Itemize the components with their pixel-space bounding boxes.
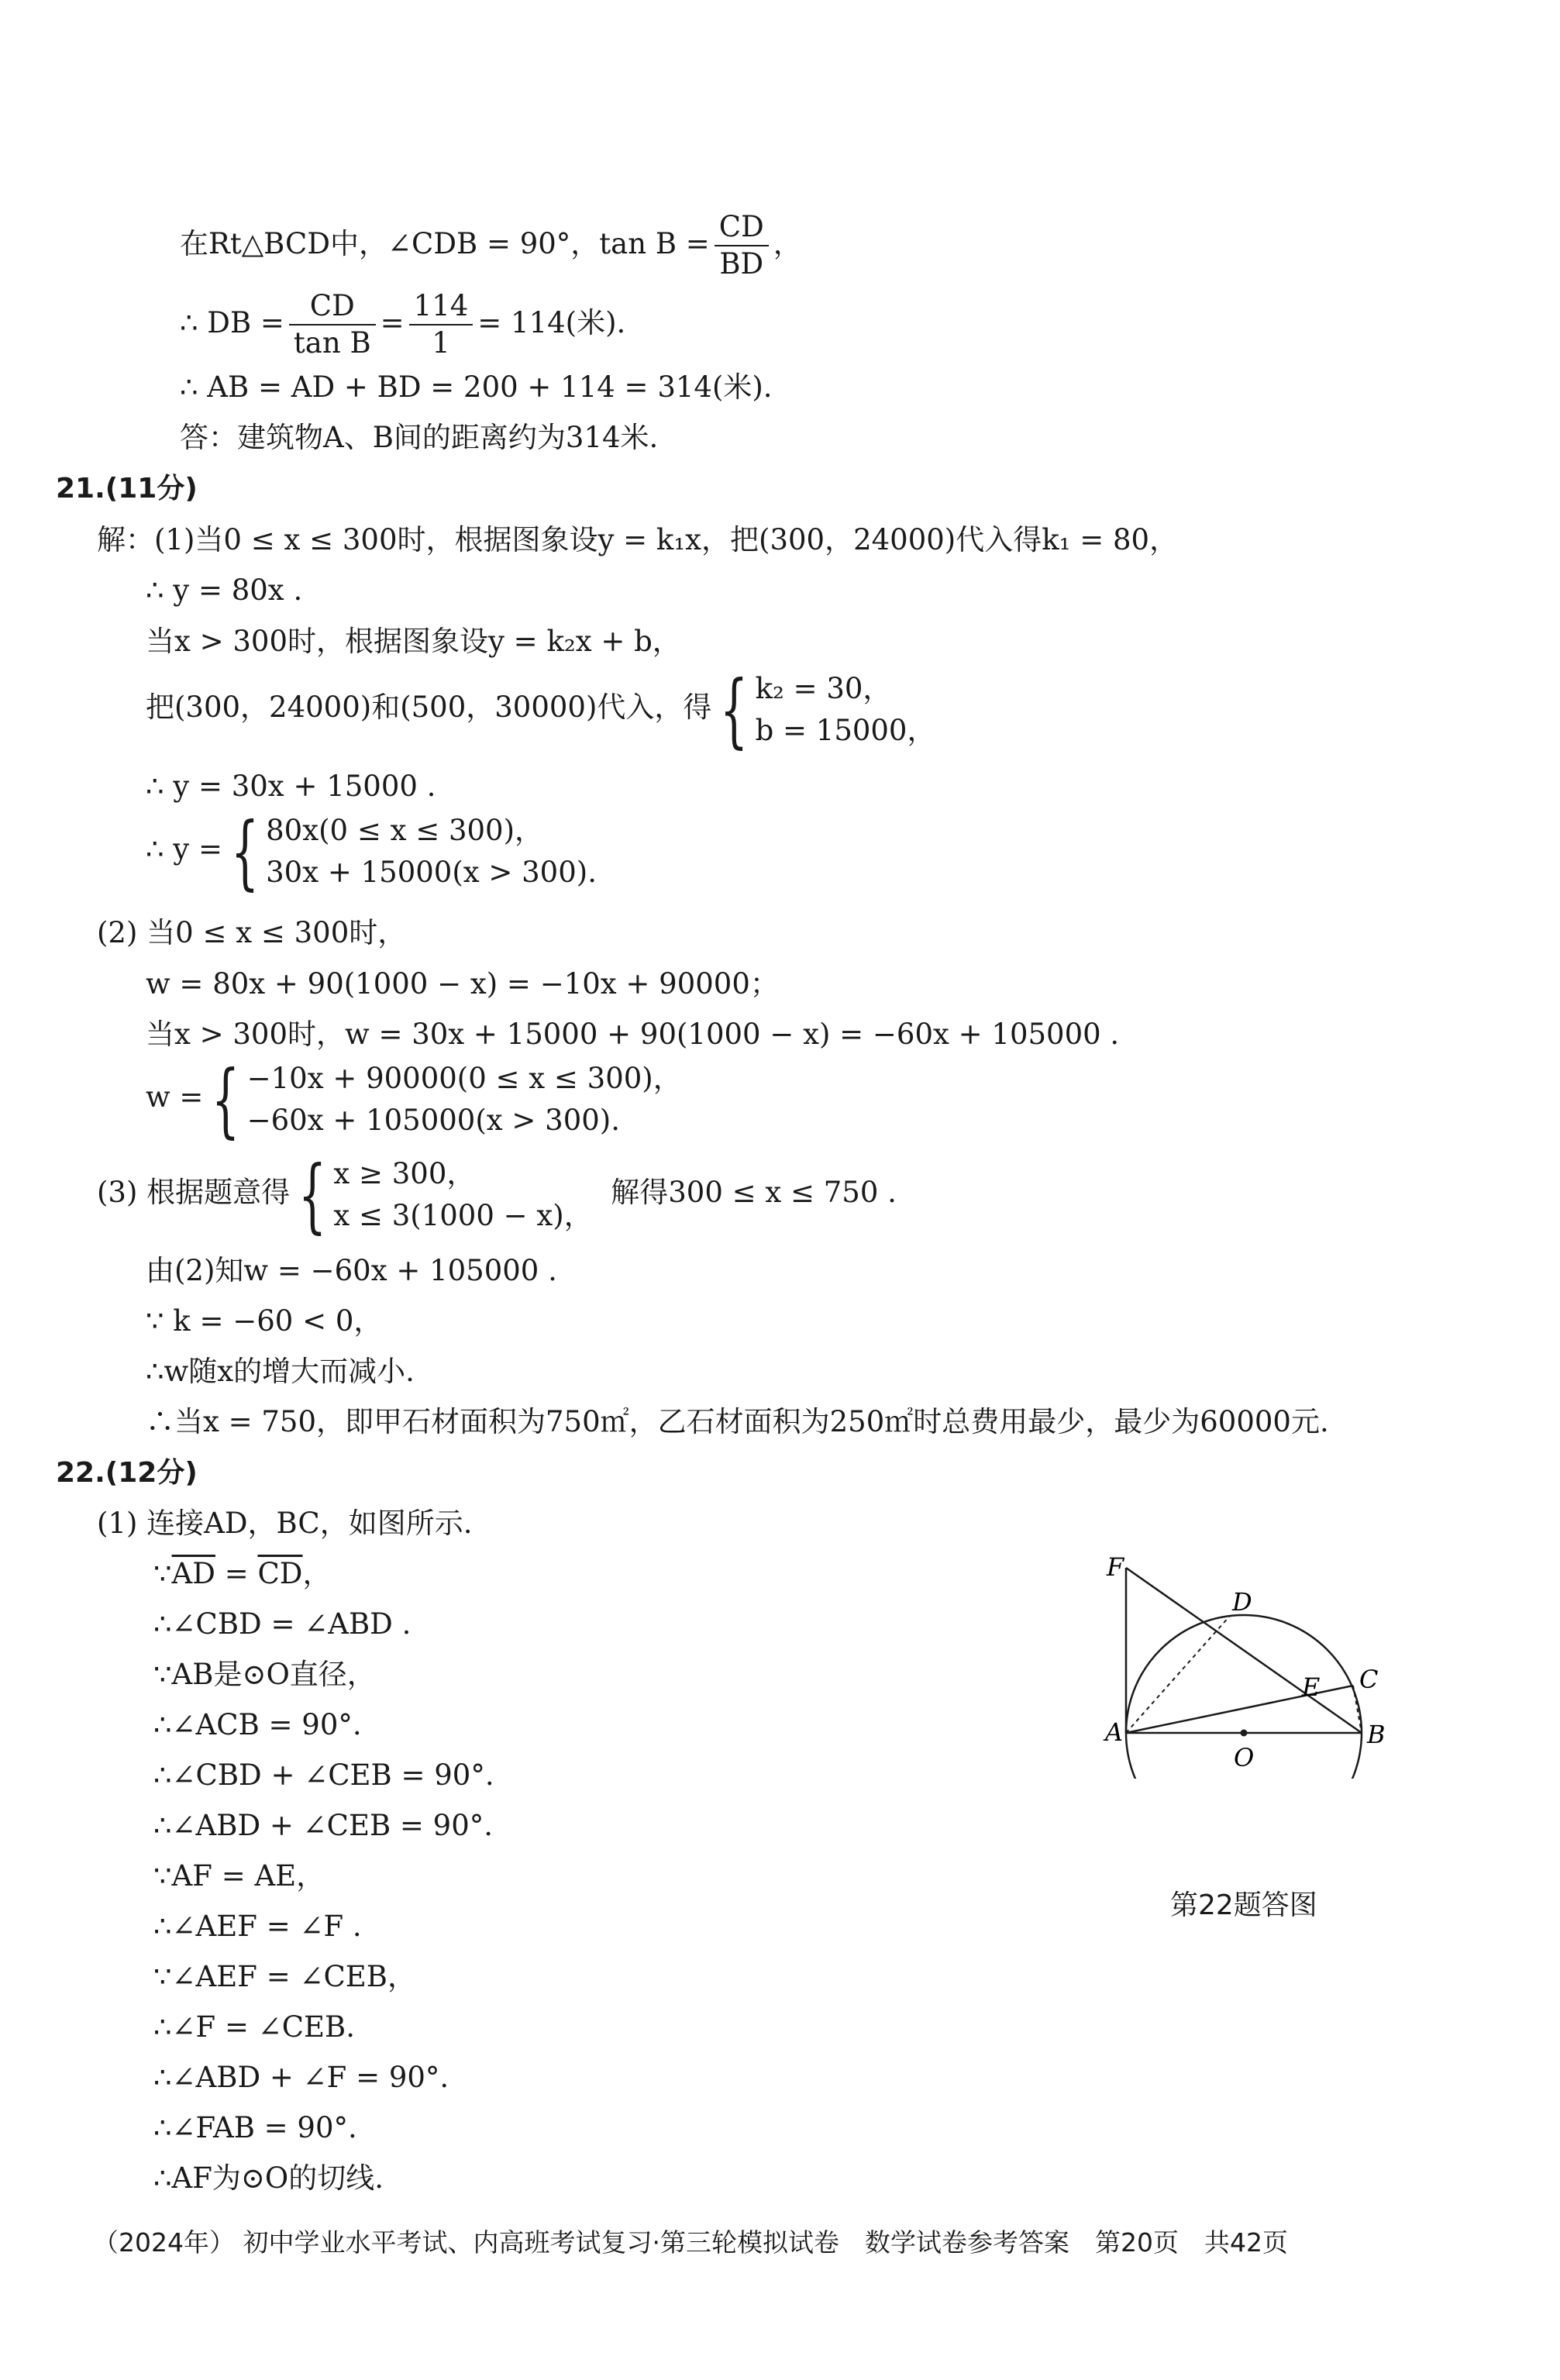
piecewise xyxy=(247,1058,682,1141)
text-line: ∴∠ABD + ∠F = 90°. xyxy=(153,2061,449,2094)
question-heading: 22.(12分) xyxy=(56,1457,198,1489)
text-line: ∴ AB = AD + BD = 200 + 114 = 314(米). xyxy=(180,370,773,404)
text-line: ∴AF为⊙O的切线. xyxy=(153,2161,384,2195)
inequality: x ≥ 300， xyxy=(333,1157,476,1190)
page-footer: （2024年） 初中学业水平考试、内高班考试复习·第三轮模拟试卷 数学试卷参考答案 第20页 共42页 xyxy=(93,2227,1288,2258)
text: 把(300，24000)和(500，30000)代入，得 xyxy=(146,691,712,725)
text: ， xyxy=(773,226,802,260)
case: 30x + 15000(x > 300). xyxy=(266,855,597,889)
text: ∴ y = xyxy=(146,832,222,866)
text-line: 由(2)知w = −60x + 105000 . xyxy=(146,1254,557,1287)
geometry-figure xyxy=(1100,1538,1434,1779)
label-f: F xyxy=(1107,1552,1124,1582)
piecewise xyxy=(266,810,597,893)
inequality-system xyxy=(333,1153,592,1236)
denominator: tan B xyxy=(293,326,371,360)
fraction xyxy=(409,288,474,362)
text-line: ∴∠CBD + ∠CEB = 90°. xyxy=(153,1758,494,1792)
equation-system xyxy=(756,668,936,751)
brace: { xyxy=(230,804,260,899)
case: −10x + 90000(0 ≤ x ≤ 300)， xyxy=(246,1062,682,1095)
text-line: 答：建筑物A、B间的距离约为314米. xyxy=(180,421,659,454)
text-line xyxy=(180,209,802,283)
arc: $\overline{AD}$ xyxy=(171,1557,215,1590)
brace: { xyxy=(298,1147,327,1242)
numerator: CD xyxy=(289,288,376,325)
text: ∴ DB = xyxy=(180,305,284,339)
text-line: ∴∠CBD = ∠ABD . xyxy=(153,1607,412,1641)
text-line: ∴∠ACB = 90°. xyxy=(153,1708,362,1741)
text-line: 解：(1)当0 ≤ x ≤ 300时，根据图象设y = k₁x，把(300，24000)代入得k₁ = 80， xyxy=(97,523,1179,556)
text-line xyxy=(153,1557,331,1591)
text-line xyxy=(146,1052,682,1147)
question-heading: 21.(11分) xyxy=(56,473,198,505)
text-line: ∴∠ABD + ∠CEB = 90°. xyxy=(153,1809,494,1842)
figure-caption: 第22题答图 xyxy=(1170,1889,1317,1921)
fraction xyxy=(289,288,376,362)
text-line xyxy=(146,662,936,757)
text: = 114(米). xyxy=(477,305,626,339)
label-o: O xyxy=(1234,1743,1255,1772)
text: ∵ xyxy=(153,1557,172,1590)
case: −60x + 105000(x > 300). xyxy=(246,1103,620,1137)
center-dot xyxy=(1241,1730,1248,1737)
equation: b = 15000， xyxy=(755,713,936,747)
text: = xyxy=(224,1557,249,1590)
denominator: 1 xyxy=(432,326,450,360)
text-line: 当x > 300时，根据图象设y = k₂x + b， xyxy=(146,625,681,658)
equation: k₂ = 30， xyxy=(755,672,892,705)
text-line: (2) 当0 ≤ x ≤ 300时， xyxy=(97,916,407,949)
label-a: A xyxy=(1105,1717,1124,1747)
text-line: ∴∠AEF = ∠F . xyxy=(153,1910,362,1943)
text-line: ∵AF = AE， xyxy=(153,1859,325,1893)
text: ， xyxy=(302,1557,332,1590)
inequality: x ≤ 3(1000 − x)， xyxy=(333,1198,593,1232)
text-line: ∴ y = 80x . xyxy=(146,573,303,607)
text: w = xyxy=(146,1080,204,1114)
numerator: 114 xyxy=(409,288,474,325)
text: (3) 根据题意得 xyxy=(97,1176,291,1210)
text-line: (1) 连接AD，BC，如图所示. xyxy=(97,1507,473,1540)
text-line: ∵∠AEF = ∠CEB， xyxy=(153,1960,416,1993)
brace: { xyxy=(720,662,749,757)
text-line: ∵AB是⊙O直径， xyxy=(153,1658,376,1691)
label-e: E xyxy=(1302,1672,1321,1702)
text: 解得300 ≤ x ≤ 750 . xyxy=(611,1176,897,1210)
case: 80x(0 ≤ x ≤ 300)， xyxy=(266,814,544,847)
text-line: ∴∠F = ∠CEB. xyxy=(153,2010,356,2044)
label-c: C xyxy=(1359,1665,1379,1694)
text-line: w = 80x + 90(1000 − x) = −10x + 90000； xyxy=(146,967,779,1001)
text-line xyxy=(146,804,597,899)
text: = xyxy=(380,305,405,339)
denominator: BD xyxy=(719,247,764,281)
text-line: ∵ k = −60 < 0， xyxy=(146,1304,383,1338)
text-line: ∴当x = 750，即甲石材面积为750㎡，乙石材面积为250㎡时总费用最少，最少为60000元. xyxy=(146,1405,1329,1438)
label-b: B xyxy=(1367,1720,1386,1749)
fraction xyxy=(715,209,769,283)
numerator: CD xyxy=(715,209,769,246)
brace: { xyxy=(212,1052,240,1147)
label-d: D xyxy=(1232,1587,1252,1617)
text-line: ∴∠FAB = 90°. xyxy=(153,2111,357,2144)
text-line xyxy=(180,288,625,362)
text-line xyxy=(97,1147,897,1242)
text-line: ∴w随x的增大而减小. xyxy=(146,1355,415,1388)
arc: $\overline{CD}$ xyxy=(257,1557,303,1590)
text-line: 当x > 300时，w = 30x + 15000 + 90(1000 − x) = −60x + 105000 . xyxy=(146,1018,1120,1051)
text: 在Rt△BCD中，∠CDB = 90°，tan B = xyxy=(180,226,710,260)
text-line: ∴ y = 30x + 15000 . xyxy=(146,770,436,803)
